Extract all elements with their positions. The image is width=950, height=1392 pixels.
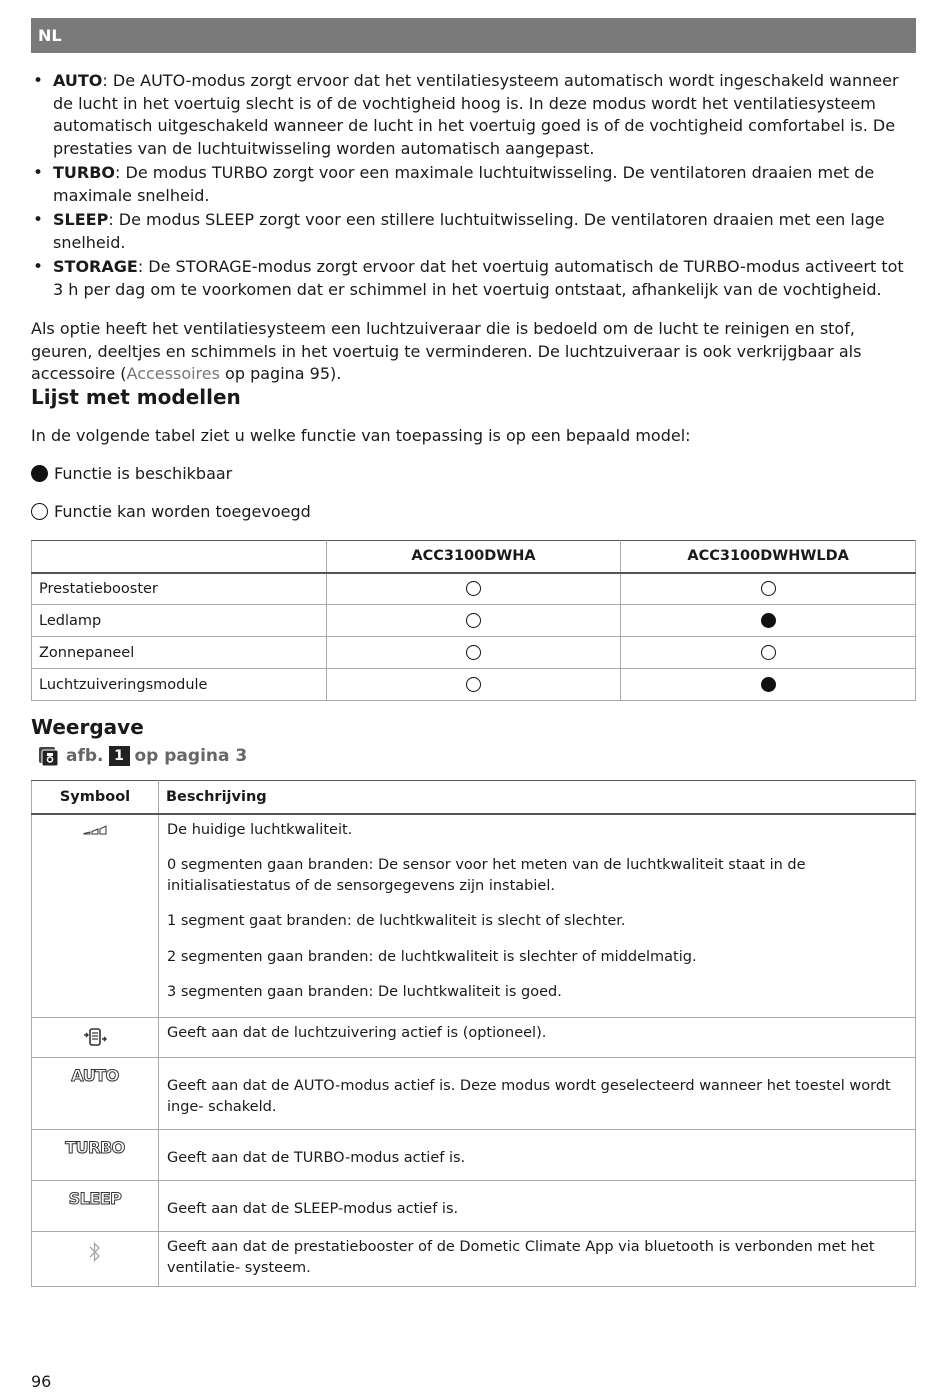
table-row [32,814,916,1018]
feature-cell: Luchtzuiveringsmodule [32,669,327,701]
feature-cell: Zonnepaneel [32,637,327,669]
symbol-cell [32,1018,159,1058]
availability-cell [621,605,916,637]
availability-cell [326,573,621,605]
table-row [32,605,916,637]
auto-mode-icon: AUTO [71,1066,119,1085]
availability-cell [326,605,621,637]
description-text: 1 segment gaat branden: de luchtkwaliteit is slecht of slechter. [167,913,626,929]
filled-circle-icon [761,613,776,628]
model-table [31,540,916,701]
modes-list [31,70,916,301]
table-header-row [32,781,916,814]
accessories-link[interactable]: Accessoires [126,364,220,383]
symbol-cell [32,814,159,1018]
description-cell [159,1181,916,1232]
description-text: Geeft aan dat de prestatiebooster of de Dometic Climate App via bluetooth is verbonden met het ventilatie- systeem. [167,1239,875,1276]
description-text: 3 segmenten gaan branden: De luchtkwaliteit is goed. [167,984,562,1000]
table-header-row [32,541,916,573]
figure-reference[interactable] [38,745,247,767]
description-text: Geeft aan dat de SLEEP-modus actief is. [167,1201,459,1217]
mode-name: TURBO [53,163,116,182]
mode-text: : De AUTO-modus zorgt ervoor dat het ventilatiesysteem automatisch wordt ingeschakeld wanneer de lucht in het voertuig slecht is of de vochtigheid hoog is. In deze modus wordt het ventilatiesysteem automatisch uitgeschakeld wanneer de lucht in het voertuig goed is of de vochtigheid comfortabel is. De prestaties van de luchtuitwisseling worden automatisch aangepast. [53,71,899,158]
figure-number: 1 [109,746,130,766]
mode-name: STORAGE [53,257,138,276]
models-intro: In de volgende tabel ziet u welke functie van toepassing is op een bepaald model: [31,426,691,445]
empty-circle-icon [466,581,481,596]
table-row [32,1058,916,1130]
table-row [32,1181,916,1232]
description-cell [159,1232,916,1287]
symbol-table [31,780,916,1287]
mode-name: AUTO [53,71,103,90]
table-row [32,1018,916,1058]
mode-name: SLEEP [53,210,109,229]
air-quality-icon [82,823,108,837]
table-row [32,669,916,701]
model-column-header: ACC3100DWHA [326,541,621,573]
mode-text: : De modus SLEEP zorgt voor een stillere luchtuitwisseling. De ventilatoren draaien met een lage snelheid. [53,210,885,252]
availability-cell [621,573,916,605]
feature-cell: Prestatiebooster [32,573,327,605]
mode-text: : De modus TURBO zorgt voor een maximale luchtuitwisseling. De ventilatoren draaien met de maximale snelheid. [53,163,875,205]
description-text: 0 segmenten gaan branden: De sensor voor het meten van de luchtkwaliteit staat in de initialisatiestatus of de sensorgegevens zijn instabiel. [167,857,806,894]
mode-item-sleep [31,209,916,254]
description-text: Geeft aan dat de AUTO-modus actief is. Deze modus wordt geselecteerd wanneer het toestel wordt inge- schakeld. [167,1078,891,1115]
filled-circle-icon [31,465,48,482]
purifier-intro [31,318,916,386]
empty-header-cell [32,541,327,573]
description-text: Geeft aan dat de TURBO-modus actief is. [167,1150,466,1166]
model-column-header: ACC3100DWHWLDA [621,541,916,573]
availability-cell [621,637,916,669]
intro-text: Als optie heeft het ventilatiesysteem een luchtzuiveraar die is bedoeld om de lucht te reinigen en stof, geuren, deeltjes en schimmels in het voertuig te verminderen. De luchtzuiveraar is ook verkrijgbaar als accessoire ( [31,319,862,383]
description-column-header: Beschrijving [159,781,916,814]
air-purification-icon [83,1026,107,1048]
legend-label: Functie is beschikbaar [54,464,233,483]
legend-addable [31,502,311,521]
mode-item-storage [31,256,916,301]
empty-circle-icon [761,581,776,596]
table-row [32,1232,916,1287]
description-cell [159,1018,916,1058]
models-heading: Lijst met modellen [31,385,241,409]
mode-item-turbo [31,162,916,207]
empty-circle-icon [761,645,776,660]
turbo-mode-icon: TURBO [65,1138,125,1157]
mode-text: : De STORAGE-modus zorgt ervoor dat het voertuig automatisch de TURBO-modus activeert tot 3 h per dag om te voorkomen dat er schimmel in het voertuig ontstaat, afhankelijk van de vochtigheid. [53,257,904,299]
figure-suffix: op pagina 3 [134,746,248,766]
legend-label: Functie kan worden toegevoegd [54,502,311,521]
symbol-cell [32,1181,159,1232]
symbol-cell [32,1232,159,1287]
symbol-cell [32,1058,159,1130]
page-number: 96 [31,1372,52,1391]
availability-cell [621,669,916,701]
table-row [32,573,916,605]
description-text: De huidige luchtkwaliteit. [167,821,353,838]
empty-circle-icon [466,645,481,660]
camera-icon [38,745,60,767]
legend-available [31,464,232,483]
language-header-bar [31,18,916,53]
filled-circle-icon [761,677,776,692]
symbol-column-header: Symbool [32,781,159,814]
empty-circle-icon [466,677,481,692]
table-row [32,1130,916,1181]
empty-circle-icon [466,613,481,628]
table-row [32,637,916,669]
language-code: NL [38,26,62,45]
sleep-mode-icon: SLEEP [68,1189,122,1208]
description-cell [159,814,916,1018]
empty-circle-icon [31,503,48,520]
description-cell [159,1130,916,1181]
description-text: Geeft aan dat de luchtzuivering actief is (optioneel). [167,1025,547,1041]
bluetooth-icon [88,1240,102,1264]
symbol-cell [32,1130,159,1181]
availability-cell [326,637,621,669]
feature-cell: Ledlamp [32,605,327,637]
description-text: 2 segmenten gaan branden: de luchtkwaliteit is slechter of middelmatig. [167,948,697,965]
intro-text-end: op pagina 95). [219,364,342,383]
figure-prefix: afb. [66,746,104,766]
mode-item-auto [31,70,916,160]
display-heading: Weergave [31,715,144,739]
availability-cell [326,669,621,701]
modes-content [31,70,916,386]
description-cell [159,1058,916,1130]
